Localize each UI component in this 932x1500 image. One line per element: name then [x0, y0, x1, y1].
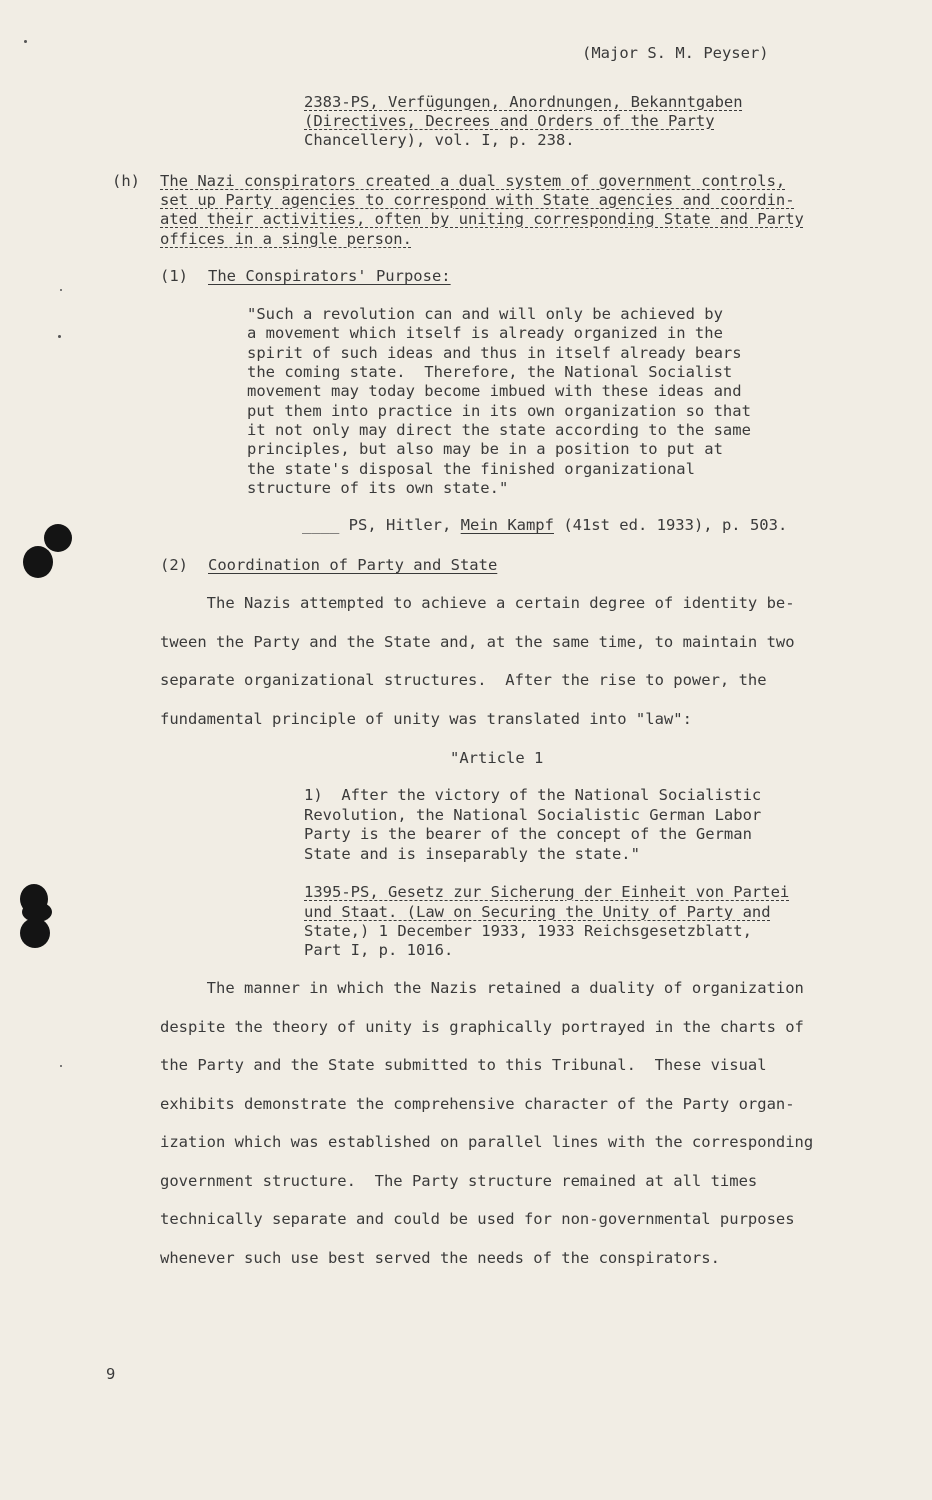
section-heading-line: ated their activities, often by uniting corresponding State and Party — [160, 210, 804, 228]
subsection-marker: (2) — [160, 556, 188, 574]
article-line: 1) After the victory of the National Socialistic — [304, 786, 762, 804]
punch-hole — [20, 918, 50, 948]
citation-blank: ____ — [302, 516, 340, 534]
quote-line: structure of its own state." — [247, 479, 509, 497]
speck — [24, 40, 27, 43]
quote-line: it not only may direct the state according to the same — [247, 421, 751, 439]
speck — [60, 1065, 62, 1067]
quote-line: the coming state. Therefore, the National Socialist — [247, 363, 733, 381]
quote-line: "Such a revolution can and will only be achieved by — [247, 305, 723, 323]
source-citation-line: 2383-PS, Verfügungen, Anordnungen, Bekanntgaben — [304, 93, 743, 111]
paragraph-line: technically separate and could be used for non-governmental purposes — [160, 1210, 795, 1228]
citation-prefix: PS, Hitler, — [339, 516, 461, 534]
subsection-title: Coordination of Party and State — [208, 556, 498, 574]
section-marker: (h) — [112, 172, 140, 190]
paragraph-line: government structure. The Party structure remained at all times — [160, 1172, 758, 1190]
subsection-marker: (1) — [160, 267, 188, 285]
section-heading-line: set up Party agencies to correspond with State agencies and coordin- — [160, 191, 795, 209]
subsection-title: The Conspirators' Purpose: — [208, 267, 451, 285]
quote-line: the state's disposal the finished organizational — [247, 460, 695, 478]
source-citation-line: Part I, p. 1016. — [304, 941, 454, 959]
quote-line: principles, but also may be in a position to put at — [247, 440, 723, 458]
quote-line: put them into practice in its own organization so that — [247, 402, 751, 420]
quote-line: spirit of such ideas and thus in itself already bears — [247, 344, 742, 362]
paragraph-line: fundamental principle of unity was translated into "law": — [160, 710, 692, 728]
source-citation-line: und Staat. (Law on Securing the Unity of Party and — [304, 903, 771, 921]
paragraph-line: exhibits demonstrate the comprehensive character of the Party organ- — [160, 1095, 795, 1113]
section-heading-line: The Nazi conspirators created a dual system of government controls, — [160, 172, 786, 190]
citation-title: Mein Kampf — [460, 516, 554, 534]
article-line: Revolution, the National Socialistic German Labor — [304, 806, 762, 824]
source-citation-line: Chancellery), vol. I, p. 238. — [304, 131, 575, 149]
paragraph-line: The manner in which the Nazis retained a duality of organization — [160, 979, 804, 997]
paragraph-line: ization which was established on parallel lines with the corresponding — [160, 1133, 814, 1151]
punch-hole — [23, 546, 53, 578]
paragraph-line: separate organizational structures. After the rise to power, the — [160, 671, 767, 689]
paragraph-line: whenever such use best served the needs of the conspirators. — [160, 1249, 720, 1267]
quote-line: a movement which itself is already organized in the — [247, 324, 723, 342]
citation-suffix: (41st ed. 1933), p. 503. — [553, 516, 788, 534]
paragraph-line: tween the Party and the State and, at the same time, to maintain two — [160, 633, 795, 651]
source-citation-line: State,) 1 December 1933, 1933 Reichsgesetzblatt, — [304, 922, 752, 940]
article-heading: "Article 1 — [450, 749, 544, 767]
speck — [60, 289, 62, 291]
paragraph-line: The Nazis attempted to achieve a certain degree of identity be- — [160, 594, 795, 612]
quote-citation — [302, 516, 787, 536]
author-attribution: (Major S. M. Peyser) — [582, 44, 769, 62]
article-line: Party is the bearer of the concept of the German — [304, 825, 752, 843]
punch-hole — [44, 524, 72, 552]
paragraph-line: the Party and the State submitted to this Tribunal. These visual — [160, 1056, 767, 1074]
source-citation-line: 1395-PS, Gesetz zur Sicherung der Einheit von Partei — [304, 883, 790, 901]
paragraph-line: despite the theory of unity is graphically portrayed in the charts of — [160, 1018, 804, 1036]
speck — [58, 335, 61, 338]
source-citation-line: (Directives, Decrees and Orders of the Party — [304, 112, 715, 130]
page-number: 9 — [106, 1365, 116, 1383]
section-heading-line: offices in a single person. — [160, 230, 412, 248]
article-line: State and is inseparably the state." — [304, 845, 640, 863]
quote-line: movement may today become imbued with these ideas and — [247, 382, 742, 400]
